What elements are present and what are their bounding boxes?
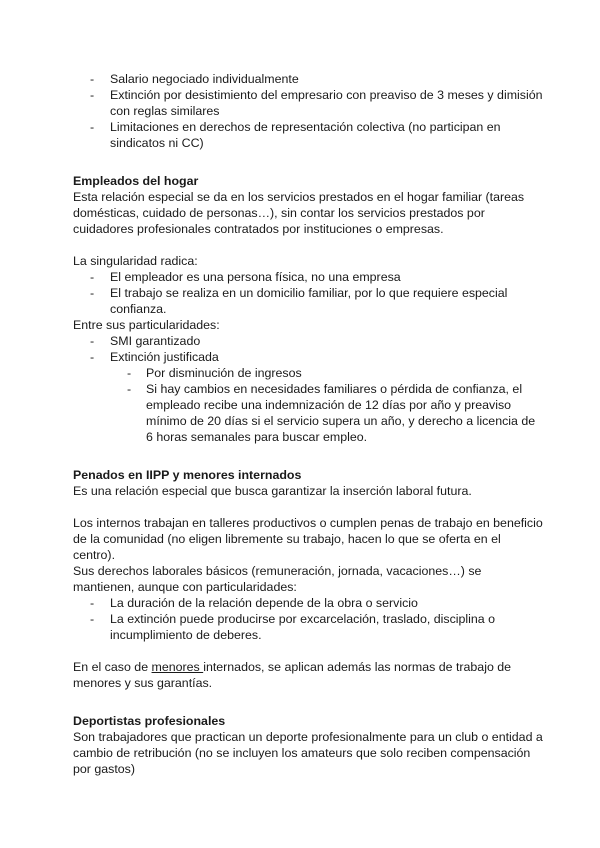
bullet-dash: - [90, 286, 95, 300]
list-item: - El trabajo se realiza en un domicilio familiar, por lo que requiere especial confianza. [90, 286, 508, 316]
section-title-deportistas: Deportistas profesionales [73, 714, 226, 728]
penados-paragraph: Los internos trabajan en talleres productivos o cumplen penas de trabajo en beneficio de la comunidad (no eligen libremente su trabajo, hacen lo que se oferta en el centro). [73, 516, 543, 562]
penados-paragraph: Sus derechos laborales básicos (remuneración, jornada, vacaciones…) se mantienen, aunque con particularidades: [73, 564, 482, 594]
bullet-dash: - [127, 366, 132, 380]
list-item: - Limitaciones en derechos de representación colectiva (no participan en sindicatos ni CC) [90, 120, 501, 150]
bullet-dash: - [90, 612, 95, 626]
list-item: - SMI garantizado [90, 334, 201, 348]
list-item: - El empleador es una persona física, no una empresa [90, 270, 401, 284]
list-item: - Extinción justificada [90, 350, 219, 364]
bullet-dash: - [90, 72, 95, 86]
list-item: - La extinción puede producirse por excarcelación, traslado, disciplina o incumplimiento de deberes. [90, 612, 496, 642]
section-title-penados: Penados en IIPP y menores internados [73, 468, 302, 482]
hogar-singularidad-label: La singularidad radica: [73, 254, 198, 268]
bullet-dash: - [90, 350, 95, 364]
bullet-dash: - [90, 596, 95, 610]
penados-menores-paragraph: En el caso de menores internados, se aplican además las normas de trabajo de menores y sus garantías. [73, 660, 512, 690]
document-content [73, 71, 543, 777]
hogar-extincion-sublist [73, 365, 543, 445]
hogar-particularidades-list [73, 333, 543, 365]
penados-intro: Es una relación especial que busca garantizar la inserción laboral futura. [73, 484, 472, 498]
bullet-dash: - [127, 382, 132, 396]
spacer [73, 445, 543, 467]
bullet-dash: - [90, 334, 95, 348]
list-item: - Salario negociado individualmente [90, 72, 299, 86]
spacer [73, 237, 543, 253]
bullet-dash: - [90, 120, 95, 134]
list-item: - Extinción por desistimiento del empresario con preaviso de 3 meses y dimisión con reglas similares [90, 88, 543, 118]
underlined-word: menores [151, 660, 204, 674]
list-item: - Si hay cambios en necesidades familiares o pérdida de confianza, el empleado recibe una indemnización de 12 días por año y preaviso mínimo de 20 días si el servicio supera un año, y derecho a licencia de 6 horas semanales para buscar empleo. [127, 382, 536, 444]
list-item: - Por disminución de ingresos [127, 366, 302, 380]
spacer [73, 691, 543, 713]
hogar-singularidad-list [73, 269, 543, 317]
bullet-dash: - [90, 88, 95, 102]
hogar-intro: Esta relación especial se da en los servicios prestados en el hogar familiar (tareas domésticas, cuidado de personas…), sin contar los servicios prestados por cuidadores profesionales contratados por instituciones o empresas. [73, 190, 525, 236]
hogar-particularidades-label: Entre sus particularidades: [73, 318, 220, 332]
section-title-hogar: Empleados del hogar [73, 174, 199, 188]
spacer [73, 151, 543, 173]
spacer [73, 643, 543, 659]
intro-list [73, 71, 543, 151]
deportistas-intro: Son trabajadores que practican un deporte profesionalmente para un club o entidad a cambio de retribución (no se incluyen los amateurs que solo reciben compensación por gastos) [73, 730, 543, 776]
penados-list [73, 595, 543, 643]
spacer [73, 499, 543, 515]
bullet-dash: - [90, 270, 95, 284]
list-item: - La duración de la relación depende de la obra o servicio [90, 596, 418, 610]
